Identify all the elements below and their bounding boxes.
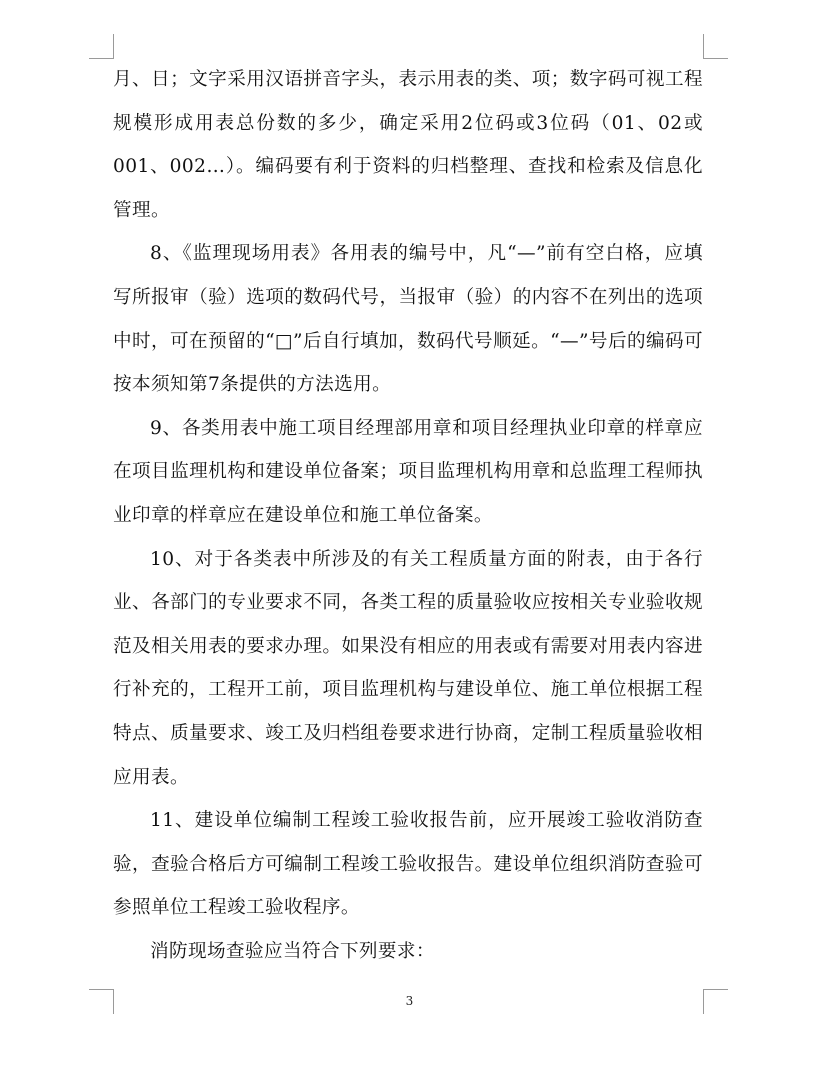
- paragraph-fire-inspection-intro: 消防现场查验应当符合下列要求：: [150, 940, 435, 962]
- page-number: 3: [405, 994, 414, 1008]
- paragraph-item-8: 8、《监理现场用表》各用表的编号中，凡“—”前有空白格，应填写所报审（验）选项的数码代号，当报审（验）的内容不在列出的选项中时，可在预留的“□”后自行填加，数码代号顺延。“—”号后的编码可按本须知第7条提供的方法选用。: [113, 243, 703, 396]
- margin-mark-top-right: [703, 34, 728, 59]
- margin-mark-top-left: [89, 34, 114, 59]
- paragraph-item-9: 9、各类用表中施工项目经理部用章和项目经理执业印章的样章应在项目监理机构和建设单位备案；项目监理机构用章和总监理工程师执业印章的样章应在建设单位和施工单位备案。: [113, 417, 703, 526]
- page-body: [113, 58, 703, 973]
- paragraph-item-11: 11、建设单位编制工程竣工验收报告前，应开展竣工验收消防查验，查验合格后方可编制工程竣工验收报告。建设单位组织消防查验可参照单位工程竣工验收程序。: [113, 810, 703, 919]
- paragraph-continuation: 月、日；文字采用汉语拼音字头，表示用表的类、项；数字码可视工程规模形成用表总份数的多少，确定采用2位码或3位码（01、02或001、002…）。编码要有利于资料的归档整理、查找和检索及信息化管理。: [113, 69, 703, 221]
- paragraph-item-10: 10、对于各类表中所涉及的有关工程质量方面的附表，由于各行业、各部门的专业要求不同，各类工程的质量验收应按相关专业验收规范及相关用表的要求办理。如果没有相应的用表或有需要对用表内容进行补充的，工程开工前，项目监理机构与建设单位、施工单位根据工程特点、质量要求、竣工及归档组卷要求进行协商，定制工程质量验收相应用表。: [113, 548, 703, 788]
